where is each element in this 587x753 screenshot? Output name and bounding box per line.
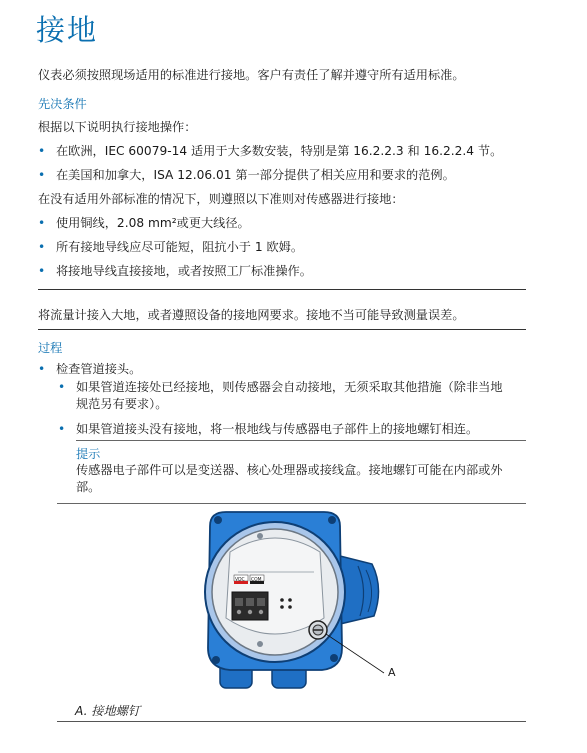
fallback-lead: 在没有适用外部标准的情况下，则遵照以下准则对传感器进行接地： bbox=[38, 192, 404, 206]
procedure-heading: 过程 bbox=[38, 341, 63, 355]
intro-paragraph: 仪表必须按照现场适用的标准进行接地。客户有责任了解并遵守所有适用标准。 bbox=[38, 68, 465, 82]
callout-label: A bbox=[388, 666, 396, 679]
bullet-icon: • bbox=[38, 144, 46, 158]
figure-caption: A. 接地螺钉 bbox=[75, 704, 141, 718]
page-title: 接地 bbox=[36, 13, 99, 47]
tip-text-line1: 传感器电子部件可以是变送器、核心处理器或接线盒。接地螺钉可能在内部或外 bbox=[76, 463, 503, 477]
divider bbox=[57, 721, 526, 722]
bullet-icon: • bbox=[38, 168, 46, 182]
divider bbox=[38, 289, 526, 290]
terminal-label: VDC bbox=[235, 577, 245, 583]
bullet-icon: • bbox=[38, 264, 46, 278]
tip-top-rule bbox=[76, 440, 526, 441]
warning-text: 将流量计接入大地，或者遵照设备的接地网要求。接地不当可能导致测量误差。 bbox=[38, 308, 465, 322]
tip-heading: 提示 bbox=[76, 447, 101, 461]
manual-page: 接地 仪表必须按照现场适用的标准进行接地。客户有责任了解并遵守所有适用标准。 先决条件 根据以下说明执行接地操作： • 在欧洲，IEC 60079-14 适用于大多数安装，特别是第 16.2.2.3 和 16.2.2.4 节。 • 在美国和加拿大，ISA 12.06.01 第一部分提供了相关应用和要求的范例。 在没有适用外部标准的情况下，则遵照以下准则对传感器进行接地： • 使用铜线，2.08 mm²或更大线径。 • 所有接地导线应尽可能短，阻抗小于 1 欧姆。 • 将接地导线直接接地，或者按照工厂标准操作。 将流量计接入大地，或者遵照设备的接地网要求。接地不当可能导致测量误差。 过程 • 检查管道接头。 • 如果管道连接处已经接地，则传感器会自动接地，无须采取其他措施（除非当地 规范另有要求）。 • 如果管道接头没有接地，将一根地线与传感器电子部件上的接地螺钉相连。 提示 传感器电子部件可以是变送器、核心处理器或接线盒。接地螺钉可能在内部或外 部。 VDC COM A A. 接地螺钉 bbox=[0, 0, 587, 753]
tip-bottom-rule bbox=[57, 503, 526, 504]
tip-text-line2: 部。 bbox=[76, 480, 101, 494]
bullet-icon: • bbox=[38, 240, 46, 254]
transmitter-housing-figure bbox=[190, 508, 390, 692]
sub-list-item-continuation: 规范另有要求）。 bbox=[76, 397, 168, 411]
prerequisites-lead: 根据以下说明执行接地操作： bbox=[38, 120, 197, 134]
bullet-icon: • bbox=[38, 362, 46, 376]
bullet-icon: • bbox=[58, 380, 66, 394]
prerequisites-heading: 先决条件 bbox=[38, 97, 87, 111]
divider bbox=[38, 329, 526, 330]
bullet-icon: • bbox=[38, 216, 46, 230]
terminal-label: COM bbox=[251, 577, 262, 583]
bullet-icon: • bbox=[58, 422, 66, 436]
